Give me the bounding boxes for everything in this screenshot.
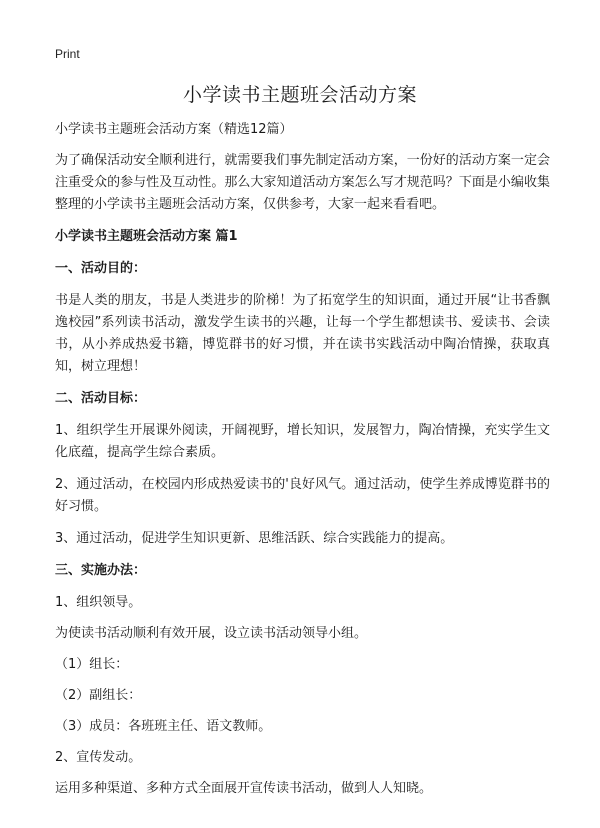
print-link[interactable]: Print [55, 47, 80, 61]
section-heading-purpose: 一、活动目的： [55, 261, 147, 276]
document-title: 小学读书主题班会活动方案 [182, 84, 417, 106]
section-purpose-text: 书是人类的朋友，书是人类进步的阶梯！为了拓宽学生的知识面，通过开展“让书香飘逸校园”系列读书活动，激发学生读书的兴趣，让每一个学生都想读书、爱读书、会读书，从小养成热爱书籍，博览群书的好习惯，并在读书实践活动中陶冶情操，获取真知，树立理想！ [55, 293, 550, 374]
document-body [55, 120, 550, 809]
intro-paragraph: 为了确保活动安全顺利进行，就需要我们事先制定活动方案，一份好的活动方案一定会注重受众的参与性及互动性。那么大家知道活动方案怎么写才规范吗？下面是小编收集整理的小学读书主题班会活动方案，仅供参考，大家一起来看看吧。 [55, 153, 550, 212]
implementation-line: （2）副组长： [55, 688, 142, 703]
goal-item: 3、通过活动，促进学生知识更新、思维活跃、综合实践能力的提高。 [55, 531, 454, 546]
implementation-line: 为使读书活动顺利有效开展，设立读书活动领导小组。 [55, 626, 368, 641]
document-subtitle: 小学读书主题班会活动方案（精选12篇） [55, 122, 293, 137]
implementation-line: （1）组长： [55, 657, 129, 672]
implementation-line: 1、组织领导。 [55, 595, 142, 610]
implementation-line: 运用多种渠道、多种方式全面展开宣传读书活动，做到人人知晓。 [55, 781, 433, 796]
section-heading-goals: 二、活动目标： [55, 391, 147, 406]
implementation-line: 2、宣传发动。 [55, 750, 142, 765]
goal-item: 1、组织学生开展课外阅读，开阔视野，增长知识，发展智力，陶冶情操，充实学生文化底蕴，提高学生综合素质。 [55, 423, 550, 460]
section-heading-implementation: 三、实施办法： [55, 563, 147, 578]
article-heading: 小学读书主题班会活动方案 篇1 [55, 229, 238, 244]
implementation-line: （3）成员：各班班主任、语文教师。 [55, 719, 272, 734]
goal-item: 2、通过活动，在校园内形成热爱读书的'良好风气。通过活动，使学生养成博览群书的好习惯。 [55, 477, 550, 514]
